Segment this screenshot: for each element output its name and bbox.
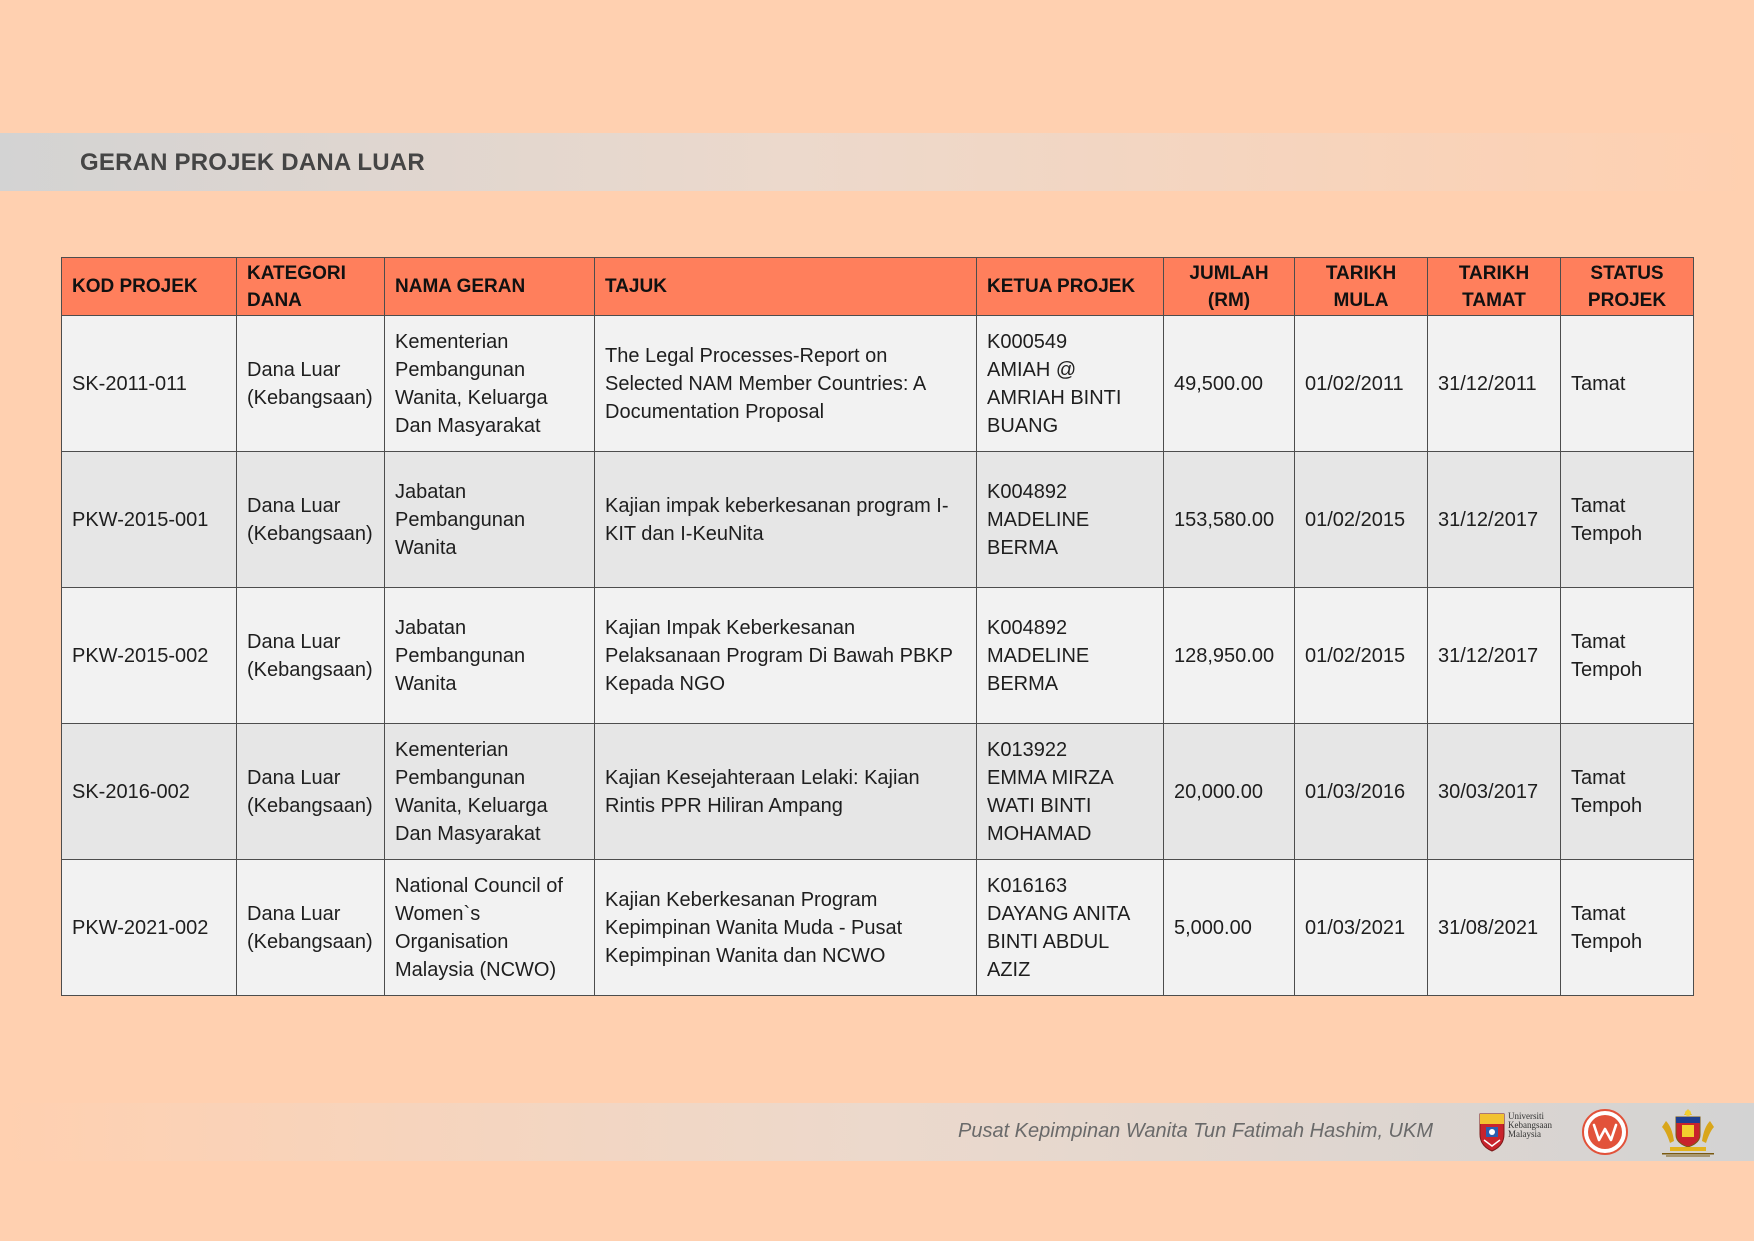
- cell-tarikh-tamat: 31/12/2011: [1428, 316, 1561, 452]
- cell-status-projek: Tamat Tempoh: [1561, 452, 1694, 588]
- footer-band: [0, 1103, 1754, 1161]
- header-tajuk: TAJUK: [595, 258, 977, 316]
- table-row: [62, 316, 1694, 452]
- cell-tajuk: Kajian Impak Keberkesanan Pelaksanaan Program Di Bawah PBKP Kepada NGO: [595, 588, 977, 724]
- cell-kategori-dana: Dana Luar (Kebangsaan): [237, 316, 385, 452]
- cell-status-projek: Tamat Tempoh: [1561, 860, 1694, 996]
- cell-tajuk: Kajian Kesejahteraan Lelaki: Kajian Rintis PPR Hiliran Ampang: [595, 724, 977, 860]
- cell-jumlah: 49,500.00: [1164, 316, 1295, 452]
- cell-kod-projek: SK-2016-002: [62, 724, 237, 860]
- table-row: [62, 452, 1694, 588]
- cell-ketua-projek: K000549 AMIAH @ AMRIAH BINTI BUANG: [977, 316, 1164, 452]
- page-title: GERAN PROJEK DANA LUAR: [80, 149, 425, 176]
- cell-kod-projek: SK-2011-011: [62, 316, 237, 452]
- cell-tarikh-mula: 01/02/2015: [1295, 588, 1428, 724]
- ukm-logo-text: Universiti Kebangsaan Malaysia: [1508, 1111, 1552, 1139]
- cell-status-projek: Tamat Tempoh: [1561, 724, 1694, 860]
- cell-jumlah: 153,580.00: [1164, 452, 1295, 588]
- header-kod-projek: KOD PROJEK: [62, 258, 237, 316]
- cell-tarikh-mula: 01/02/2011: [1295, 316, 1428, 452]
- header-kategori-dana: KATEGORI DANA: [237, 258, 385, 316]
- cell-jumlah: 128,950.00: [1164, 588, 1295, 724]
- header-status-projek: STATUS PROJEK: [1561, 258, 1694, 316]
- header-tarikh-tamat: TARIKH TAMAT: [1428, 258, 1561, 316]
- header-tarikh-mula: TARIKH MULA: [1295, 258, 1428, 316]
- cell-kod-projek: PKW-2015-001: [62, 452, 237, 588]
- cell-ketua-projek: K004892 MADELINE BERMA: [977, 588, 1164, 724]
- cell-nama-geran: Jabatan Pembangunan Wanita: [385, 588, 595, 724]
- table-row: [62, 588, 1694, 724]
- cell-kod-projek: PKW-2015-002: [62, 588, 237, 724]
- cell-tarikh-tamat: 31/08/2021: [1428, 860, 1561, 996]
- cell-status-projek: Tamat: [1561, 316, 1694, 452]
- malaysia-coat-of-arms-logo: [1648, 1107, 1728, 1157]
- table-header-row: [62, 258, 1694, 316]
- cell-tarikh-mula: 01/02/2015: [1295, 452, 1428, 588]
- header-ketua-projek: KETUA PROJEK: [977, 258, 1164, 316]
- ukm-logo: [1478, 1110, 1568, 1154]
- table-row: [62, 724, 1694, 860]
- ukm-crest-icon: [1478, 1110, 1506, 1152]
- cell-nama-geran: Jabatan Pembangunan Wanita: [385, 452, 595, 588]
- malaysia-coat-of-arms-icon: [1648, 1107, 1728, 1157]
- header-jumlah: JUMLAH (RM): [1164, 258, 1295, 316]
- cell-nama-geran: National Council of Women`s Organisation Malaysia (NCWO): [385, 860, 595, 996]
- cell-kategori-dana: Dana Luar (Kebangsaan): [237, 452, 385, 588]
- cell-kategori-dana: Dana Luar (Kebangsaan): [237, 860, 385, 996]
- cell-tajuk: Kajian Keberkesanan Program Kepimpinan Wanita Muda - Pusat Kepimpinan Wanita dan NCWO: [595, 860, 977, 996]
- cell-ketua-projek: K004892 MADELINE BERMA: [977, 452, 1164, 588]
- cell-tarikh-tamat: 31/12/2017: [1428, 588, 1561, 724]
- cell-kategori-dana: Dana Luar (Kebangsaan): [237, 724, 385, 860]
- cell-tarikh-mula: 01/03/2021: [1295, 860, 1428, 996]
- cell-kategori-dana: Dana Luar (Kebangsaan): [237, 588, 385, 724]
- cell-ketua-projek: K013922 EMMA MIRZA WATI BINTI MOHAMAD: [977, 724, 1164, 860]
- footer-credit: Pusat Kepimpinan Wanita Tun Fatimah Hashim, UKM: [957, 1120, 1433, 1142]
- cell-jumlah: 20,000.00: [1164, 724, 1295, 860]
- cell-status-projek: Tamat Tempoh: [1561, 588, 1694, 724]
- cell-kod-projek: PKW-2021-002: [62, 860, 237, 996]
- cell-tarikh-tamat: 30/03/2017: [1428, 724, 1561, 860]
- cell-tajuk: The Legal Processes-Report on Selected NAM Member Countries: A Documentation Proposal: [595, 316, 977, 452]
- table-row: [62, 860, 1694, 996]
- grant-table: [61, 257, 1694, 996]
- cell-ketua-projek: K016163 DAYANG ANITA BINTI ABDUL AZIZ: [977, 860, 1164, 996]
- header-nama-geran: NAMA GERAN: [385, 258, 595, 316]
- cell-nama-geran: Kementerian Pembangunan Wanita, Keluarga Dan Masyarakat: [385, 724, 595, 860]
- cell-nama-geran: Kementerian Pembangunan Wanita, Keluarga Dan Masyarakat: [385, 316, 595, 452]
- title-band: [0, 133, 1754, 191]
- cell-tarikh-mula: 01/03/2016: [1295, 724, 1428, 860]
- cell-jumlah: 5,000.00: [1164, 860, 1295, 996]
- pusat-kepimpinan-wanita-icon: [1582, 1109, 1628, 1155]
- pusat-kepimpinan-wanita-logo: [1582, 1109, 1628, 1155]
- cell-tarikh-tamat: 31/12/2017: [1428, 452, 1561, 588]
- cell-tajuk: Kajian impak keberkesanan program I- KIT dan I-KeuNita: [595, 452, 977, 588]
